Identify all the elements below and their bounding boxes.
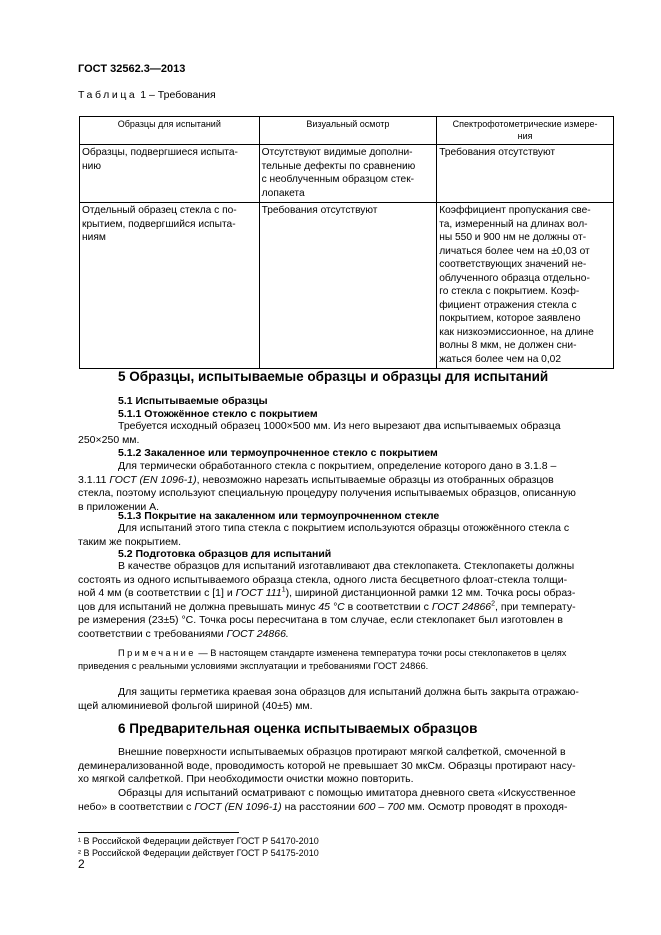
footnote-mark: 1 (281, 586, 286, 594)
table-cell: Отдельный образец стекла с по- крытием, подвергшийся испыта- ниям (80, 203, 260, 369)
table-row (80, 145, 614, 203)
standard-reference: ГОСТ 111 (235, 587, 282, 600)
standard-reference: ГОСТ 24866 (431, 600, 492, 613)
paragraph-5-1-2: Для термически обработанного стекла с покрытием, определение которого дано в 3.1.8 – 3.1.11 ГОСТ (EN 1096-1), невозможно нарезать испытываемые образцы из отобранных образцов стекла, поэтому используют специальную процедуру получения испытываемых образцов, описанную в приложении А. (78, 460, 576, 513)
table-cell: Отсутствуют видимые дополни- тельные дефекты по сравнению с необлученным образцом стек- лопакета (259, 145, 437, 203)
paragraph-6-1: Внешние поверхности испытываемых образцов протирают мягкой салфеткой, смоченной в деминерализованной воде, проводимость которой не превышает 30 мкСм. Образцы протирают насу- хо мягкой салфеткой. При необходимости очистки можно повторить. (78, 746, 576, 786)
paragraph-protection: Для защиты герметика краевая зона образцов для испытаний должна быть закрыта отражаю- щей алюминиевой фольгой шириной (40±5) мм. (78, 686, 579, 712)
subsection-5-1-1-heading: 5.1.1 Отожжённое стекло с покрытием (118, 408, 318, 420)
temperature-value: 45 °C (318, 600, 345, 613)
table-row (80, 203, 614, 369)
table-caption-rest: 1 – Требования (137, 89, 216, 101)
footnote-2: ² В Российской Федерации действует ГОСТ Р 54175-2010 (78, 848, 319, 858)
table-header-row (80, 117, 614, 145)
subsection-5-1-3-heading: 5.1.3 Покрытие на закаленном или термоупрочненном стекле (118, 510, 440, 522)
standard-reference: ГОСТ (EN 1096-1) (109, 473, 197, 486)
table-cell: Требования отсутствуют (259, 203, 437, 369)
section-6-heading: 6 Предварительная оценка испытываемых образцов (118, 721, 478, 736)
note: Примечание — В настоящем стандарте изменена температура точки росы стеклопакетов в целях приведения с реальными условиями эксплуатации и требованиями ГОСТ 24866. (78, 648, 567, 671)
standard-reference: ГОСТ (EN 1096-1) (194, 800, 282, 813)
subsection-5-1-heading: 5.1 Испытываемые образцы (118, 395, 268, 407)
subsection-5-2-heading: 5.2 Подготовка образцов для испытаний (118, 548, 332, 560)
column-header: Визуальный осмотр (259, 117, 437, 145)
paragraph-6-2: Образцы для испытаний осматривают с помощью имитатора дневного света «Искусственное небо» в соответствии с ГОСТ (EN 1096-1) на расстоянии 600 – 700 мм. Осмотр проводят в проходя- (78, 787, 576, 813)
section-5-heading: 5 Образцы, испытываемые образцы и образцы для испытаний (118, 369, 549, 384)
distance-value: 600 – 700 (357, 800, 405, 813)
requirements-table (79, 116, 614, 369)
table-cell: Требования отсутствуют (437, 145, 614, 203)
column-header: Спектрофотометрические измере- ния (437, 117, 614, 145)
column-header: Образцы для испытаний (80, 117, 260, 145)
footnote-1: ¹ В Российской Федерации действует ГОСТ Р 54170-2010 (78, 836, 319, 846)
table-cell: Коэффициент пропускания све- та, измеренный на длинах вол- ны 550 и 900 нм не должны от- личаться более чем на ±0,03 от соответствующих значений не- облученного образца отдельно- го стекла с покрытием. Коэф- фициент отражения стекла с покрытием, которое заявлено как низкоэмиссионное, на длине волны 8 мкм, не должен сни- жаться более чем на 0,02 (437, 203, 614, 369)
paragraph-5-1-1: Требуется исходный образец 1000×500 мм. Из него вырезают два испытываемых образца 250×250 мм. (78, 420, 561, 446)
table-caption-prefix: Таблица (78, 89, 138, 101)
table-cell: Образцы, подвергшиеся испыта- нию (80, 145, 260, 203)
standard-reference: ГОСТ 24866. (226, 627, 289, 640)
footnote-separator (78, 832, 239, 833)
paragraph-5-2: В качестве образцов для испытаний изготавливают два стеклопакета. Стеклопакеты должны состоять из одного испытываемого образца стекла, одного листа бесцветного флоат-стекла толщи- ной 4 мм (в соответствии с [1] и ГОСТ $111^1$), шириной дистанционной рамки 12 мм. Точка росы образ- цов для испытаний не должна превышать минус 45 °C в соответствии с ГОСТ 24866$^2$, при температу- ре измерения (23±5) °С. Точка росы пересчитана в том случае, если стеклопакет был изготовлен в соответствии с требованиями ГОСТ 24866. (78, 560, 576, 640)
paragraph-5-1-3: Для испытаний этого типа стекла с покрытием используются образцы отожжённого стекла с таким же покрытием. (78, 522, 570, 548)
page-number: 2 (78, 857, 85, 871)
footnote-mark: 2 (491, 600, 496, 608)
note-label: Примечание (118, 648, 196, 658)
subsection-5-1-2-heading: 5.1.2 Закаленное или термоупрочненное стекло с покрытием (118, 447, 438, 459)
document-code: ГОСТ 32562.3—2013 (78, 63, 186, 75)
table-caption (78, 89, 216, 101)
